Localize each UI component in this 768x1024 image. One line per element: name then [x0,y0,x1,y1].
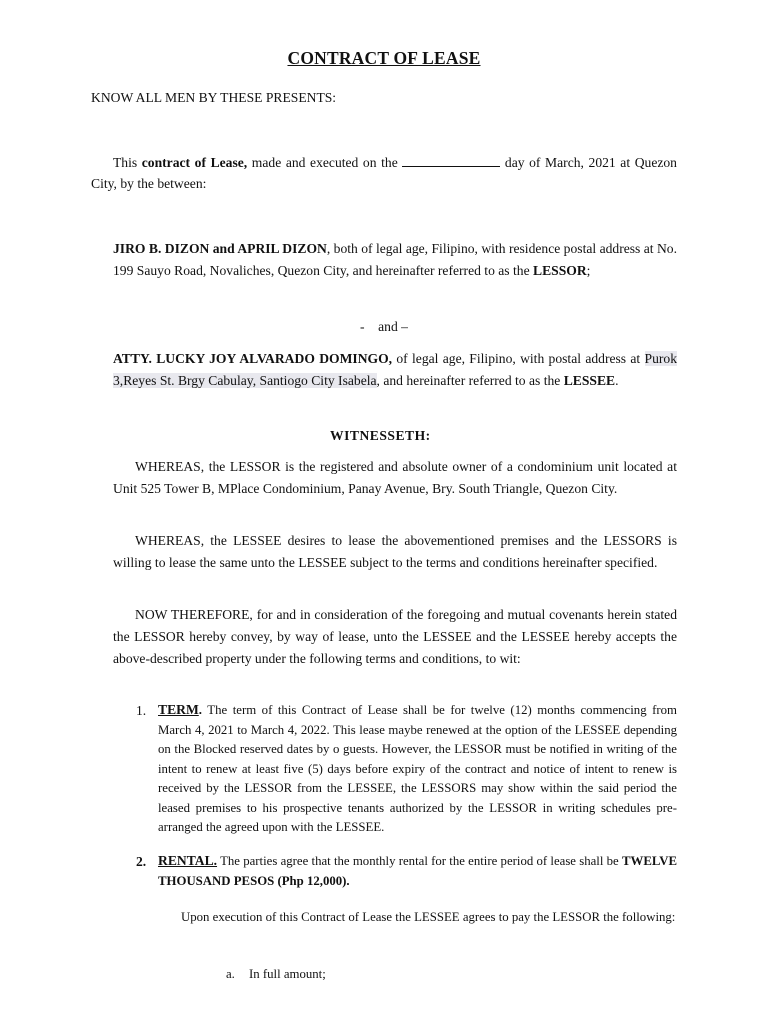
upon-paragraph: Upon execution of this Contract of Lease the LESSEE agrees to pay the LESSOR the following: [181,910,676,924]
opening-paragraph [91,152,677,194]
opening-text-c: made and executed on the [247,155,403,170]
now-therefore-paragraph: NOW THEREFORE, for and in consideration of the foregoing and mutual covenants herein stated the LESSOR hereby convey, by way of lease, unto the LESSEE and the LESSEE hereby accepts the above-described property under the following terms and conditions, to wit: [113,607,677,666]
whereas-2-paragraph: WHEREAS, the LESSEE desires to lease the abovementioned premises and the LESSORS is willing to lease the same unto the LESSEE subject to the terms and conditions hereinafter specified. [113,533,677,570]
lessor-paragraph [113,238,677,282]
date-blank [402,153,500,167]
lessor-role: LESSOR [533,263,587,278]
item-2-number: 2. [136,854,147,869]
lessee-text-1: of legal age, Filipino, with postal address at [392,351,645,366]
opening-text-d: day of March, 2021 at Quezon City, by the between: [91,155,677,191]
lessee-role: LESSEE [563,373,616,388]
intro-line: KNOW ALL MEN BY THESE PRESENTS: [91,90,337,105]
whereas-1-paragraph: WHEREAS, the LESSOR is the registered and absolute owner of a condominium unit located at Unit 525 Tower B, MPlace Condominium, Panay Avenue, Bry. South Triangle, Quezon City. [113,459,677,496]
opening-text-a: This [113,155,142,170]
item-1-text: The term of this Contract of Lease shall be for twelve (12) months commencing from March 4, 2021 to March 4, 2022. This lease maybe renewed at the option of the LESSEE depending on the Blocked reserved dates by o guests. However, the LESSOR must be notified in writing of the intent to renew at least five (5) days before expiry of the contract and notice of intent to renew is received by the LESSOR from the LESSEE, the LESSORS may show within the said period the leased premises to his prospective tenants authorized by the LESSOR in writing schedules pre-arranged the agreed upon with the LESSEE. [158,703,677,834]
sub-item-a-label: a. [226,967,235,981]
opening-text-b: contract of Lease, [141,155,248,170]
lessee-text-2: , and hereinafter referred to as the [376,373,564,388]
lessor-end: ; [586,263,591,278]
item-1-heading: TERM [158,702,199,717]
lessee-name: ATTY. LUCKY JOY ALVARADO DOMINGO, [113,351,393,366]
sub-item-a-text: In full amount; [249,967,326,981]
item-2-text: The parties agree that the monthly rental for the entire period of lease shall be [217,854,622,868]
lessor-text: , both of legal age, Filipino, with residence postal address at No. 199 Sauyo Road, Novaliches, Quezon City, and hereinafter referred to as the [113,241,677,278]
lessee-end: . [615,373,619,388]
witnesseth-heading: WITNESSETH: [330,428,431,443]
lessor-names: JIRO B. DIZON and APRIL DIZON [113,241,327,256]
document-title: CONTRACT OF LEASE [287,48,481,68]
item-1-term [158,700,677,838]
item-2-amount: TWELVE THOUSAND PESOS (Php 12,000). [158,854,677,888]
lessee-address: Purok 3,Reyes St. Brgy Cabulay, Santiogo City Isabela [113,351,678,388]
item-1-number: 1. [136,703,147,718]
item-2-heading: RENTAL. [158,853,218,868]
item-2-rental [158,851,677,891]
and-separator: - and – [360,319,408,334]
item-1-heading-dot: . [198,703,202,717]
lessee-paragraph [113,348,677,392]
